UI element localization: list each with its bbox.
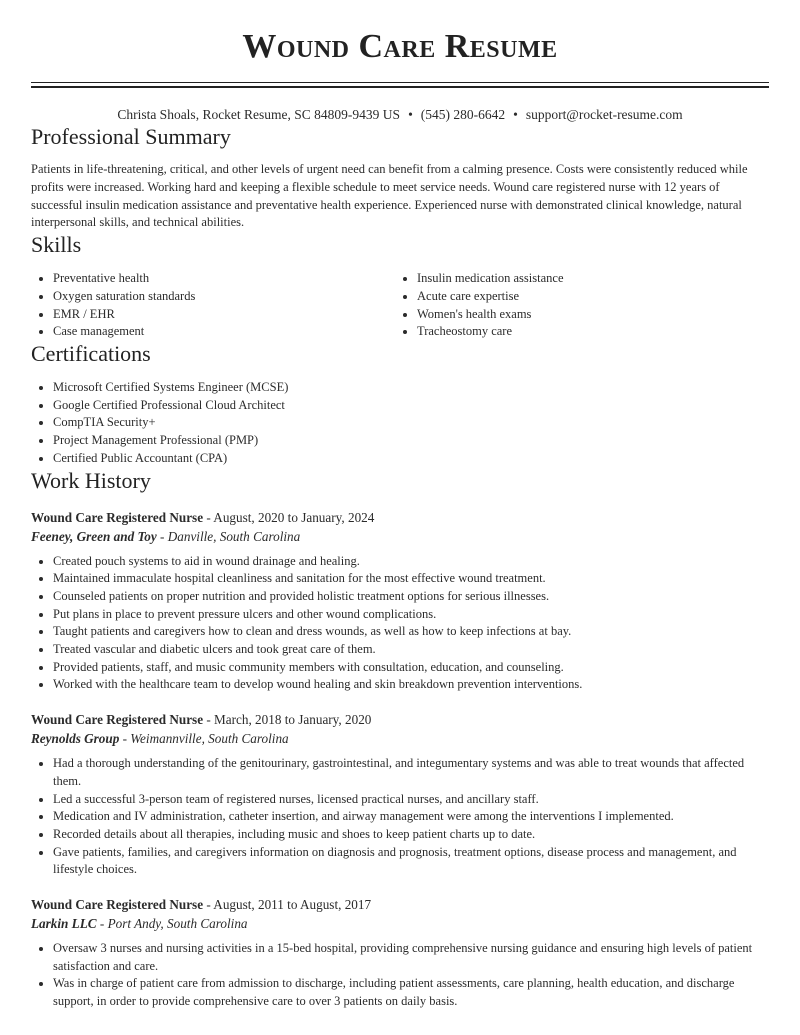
certifications-heading: Certifications <box>31 341 151 366</box>
job-bullets <box>31 940 769 1011</box>
contact-phone: (545) 280-6642 <box>420 107 506 122</box>
work-history-heading: Work History <box>31 467 151 493</box>
job-entry <box>31 895 769 1011</box>
job-dates: - March, 2018 to January, 2020 <box>203 712 372 728</box>
job-company: Larkin LLC <box>31 916 97 932</box>
job-bullet: • Treated vascular and diabetic ulcers and took great care of them. <box>53 641 769 659</box>
job-company-line <box>31 914 769 933</box>
job-dates: - August, 2020 to January, 2024 <box>203 509 375 525</box>
skill-item: • Insulin medication assistance <box>417 270 759 288</box>
job-bullet: • Was in charge of patient care from admission to discharge, including patient assessments, care planning, health education, and discharge support, in order to provide comprehensive care to over 3 patients on daily basis. <box>53 975 769 1010</box>
job-bullet: • Provided patients, staff, and music community members with consultation, education, and counseling. <box>53 659 769 677</box>
job-bullet: • Oversaw 3 nurses and nursing activities in a 15-bed hospital, providing comprehensive nursing guidance and ensuring high levels of patient satisfaction and care. <box>53 940 769 975</box>
job-company-line <box>31 729 769 748</box>
job-bullet: • Maintained immaculate hospital cleanliness and sanitation for the most effective wound treatment. <box>53 570 769 588</box>
skill-item: • Case management <box>53 323 395 341</box>
job-title: Wound Care Registered Nurse <box>31 509 204 525</box>
contact-email: support@rocket-resume.com <box>525 107 683 122</box>
job-bullet: • Put plans in place to prevent pressure ulcers and other wound complications. <box>53 606 769 624</box>
resume-title: Wound Care Resume <box>242 28 558 65</box>
job-bullet: • Taught patients and caregivers how to clean and dress wounds, as well as how to keep infections at bay. <box>53 623 769 641</box>
contact-line <box>31 106 769 124</box>
certification-item: • Project Management Professional (PMP) <box>53 432 769 450</box>
summary-text: Patients in life-threatening, critical, and other levels of urgent need can benefit from a calming presence. Costs were consistently reduced while profits were increased. Working hard and keeping a flexible schedule to meet service needs. Wound care registered nurse with 12 years of successful insulin medication assistance and preventative health experience. Experienced nurse with demonstrated clinical knowledge, natural interpersonal skills, and technical abilities. <box>31 162 748 230</box>
certification-item: • Certified Public Accountant (CPA) <box>53 450 769 468</box>
resume-page <box>31 0 769 1011</box>
job-title: Wound Care Registered Nurse <box>31 897 204 913</box>
certification-item: • CompTIA Security+ <box>53 414 769 432</box>
skills-heading: Skills <box>31 232 82 258</box>
skills-right-column <box>395 270 759 341</box>
skill-item: • EMR / EHR <box>53 306 395 324</box>
job-company: Feeney, Green and Toy <box>31 528 157 544</box>
job-bullet: • Gave patients, families, and caregivers information on diagnosis and prognosis, treatment options, disease process and management, and lifestyle choices. <box>53 844 769 879</box>
job-title: Wound Care Registered Nurse <box>31 712 204 728</box>
job-company: Reynolds Group <box>31 731 120 747</box>
job-location: - Weimannville, South Carolina <box>119 731 289 747</box>
job-company-line <box>31 527 769 546</box>
job-title-line <box>31 508 769 527</box>
job-bullet: • Created pouch systems to aid in wound drainage and healing. <box>53 553 769 571</box>
job-entry <box>31 710 769 879</box>
job-bullet: • Worked with the healthcare team to develop wound healing and skin breakdown prevention interventions. <box>53 676 769 694</box>
title-divider-thick <box>31 86 769 88</box>
job-entry <box>31 508 769 695</box>
skill-item: • Women's health exams <box>417 306 759 324</box>
certifications-list-wrap <box>31 379 769 468</box>
certification-item: • Microsoft Certified Systems Engineer (MCSE) <box>53 379 769 397</box>
job-location: - Danville, South Carolina <box>156 528 301 544</box>
title-divider-thin <box>31 82 769 83</box>
job-bullet: • Recorded details about all therapies, including music and shoes to keep patient charts up to date. <box>53 826 769 844</box>
job-bullets <box>31 553 769 695</box>
skills-right-list <box>395 270 759 341</box>
contact-separator: • <box>513 107 518 122</box>
skill-item: • Tracheostomy care <box>417 323 759 341</box>
job-bullets <box>31 755 769 879</box>
skills-columns <box>31 270 769 341</box>
job-bullet: • Had a thorough understanding of the genitourinary, gastrointestinal, and integumentary systems and was able to treat wounds that affected them. <box>53 755 769 790</box>
skills-left-list <box>31 270 395 341</box>
job-bullet: • Counseled patients on proper nutrition and provided holistic treatment options for serious illnesses. <box>53 588 769 606</box>
job-title-line <box>31 895 769 914</box>
job-bullet: • Medication and IV administration, catheter insertion, and airway management were among the interventions I implemented. <box>53 808 769 826</box>
contact-address: Christa Shoals, Rocket Resume, SC 84809-9439 US <box>117 107 401 122</box>
skill-item: • Oxygen saturation standards <box>53 288 395 306</box>
job-title-line <box>31 710 769 729</box>
summary-heading: Professional Summary <box>31 124 231 149</box>
job-location: - Port Andy, South Carolina <box>96 916 248 932</box>
skills-left-column <box>31 270 395 341</box>
certifications-list <box>31 379 769 468</box>
contact-separator: • <box>408 107 413 122</box>
skill-item: • Preventative health <box>53 270 395 288</box>
skill-item: • Acute care expertise <box>417 288 759 306</box>
certification-item: • Google Certified Professional Cloud Architect <box>53 397 769 415</box>
job-bullet: • Led a successful 3-person team of registered nurses, licensed practical nurses, and ancillary staff. <box>53 791 769 809</box>
job-dates: - August, 2011 to August, 2017 <box>203 897 372 913</box>
